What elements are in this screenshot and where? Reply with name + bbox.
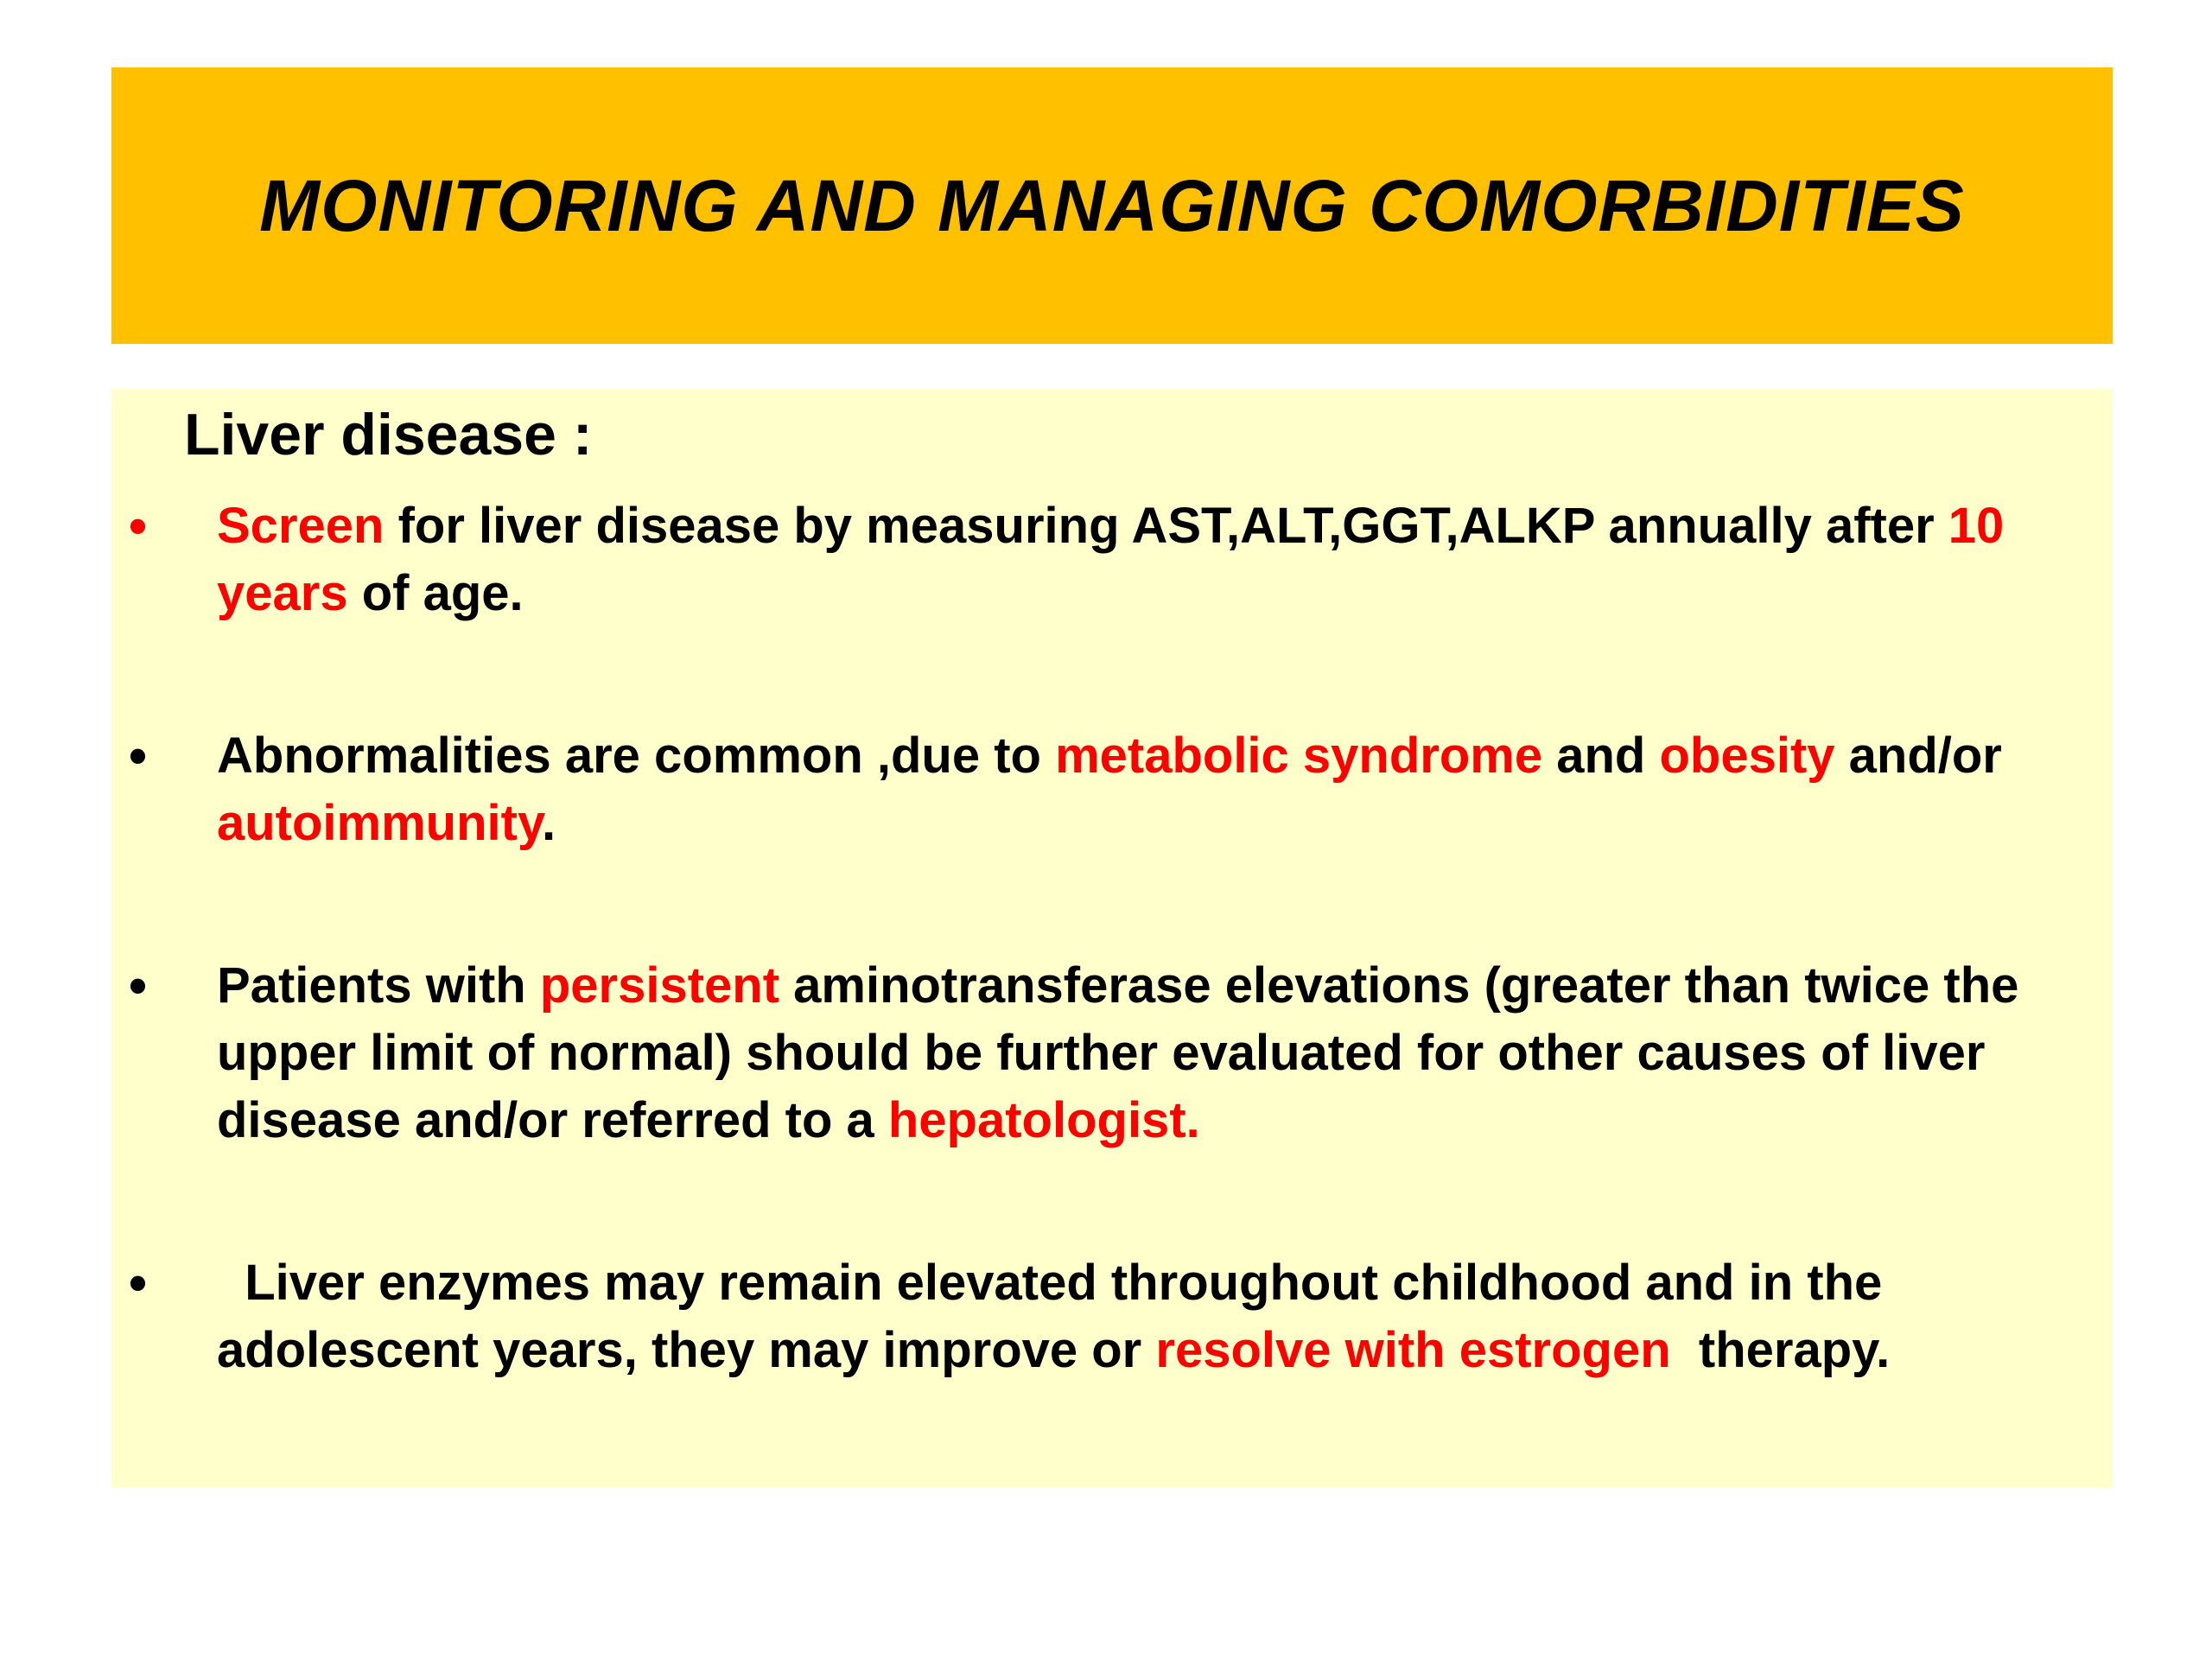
highlight-text: persistent <box>539 957 780 1014</box>
body-text: of age. <box>347 565 524 621</box>
bullet-marker: • <box>129 1254 148 1312</box>
section-heading: Liver disease : <box>184 402 593 467</box>
body-text: therapy. <box>1670 1322 1891 1378</box>
bullet-text <box>217 722 2105 857</box>
highlight-text: metabolic syndrome <box>1055 728 1543 784</box>
bullet-text <box>217 1249 2105 1384</box>
bullet-marker: • <box>129 727 148 785</box>
body-text: Liver enzymes may remain elevated throughout childhood and in the adolescent years, they may improve or <box>217 1255 1897 1378</box>
body-text: and/or <box>1834 728 2002 784</box>
title-banner <box>111 67 2113 344</box>
highlight-text: autoimmunity <box>217 795 542 851</box>
body-text: and <box>1542 728 1660 784</box>
highlight-text: hepatologist. <box>887 1092 1200 1148</box>
highlight-text: resolve with estrogen <box>1155 1322 1671 1378</box>
body-text: Patients with <box>217 957 540 1014</box>
body-text: . <box>541 795 556 851</box>
body-text: aminotransferase elevations (greater than twice the upper limit of normal) should be further evaluated for other causes of liver disease and/or referred to a <box>217 957 2019 1148</box>
bullet-marker: • <box>129 497 148 555</box>
bullet-text <box>217 493 2105 627</box>
highlight-text: Screen <box>217 498 385 554</box>
bullet-text <box>217 952 2105 1154</box>
content-box <box>111 389 2113 1488</box>
body-text: Abnormalities are common ,due to <box>217 728 1056 784</box>
highlight-text: 10 years <box>217 498 2005 621</box>
bullet-marker: • <box>129 957 148 1014</box>
highlight-text: obesity <box>1659 728 1835 784</box>
slide-title: MONITORING AND MANAGING COMORBIDITIES <box>259 164 1965 246</box>
body-text: for liver disease by measuring AST,ALT,GGT,ALKP annually after <box>384 498 1948 554</box>
